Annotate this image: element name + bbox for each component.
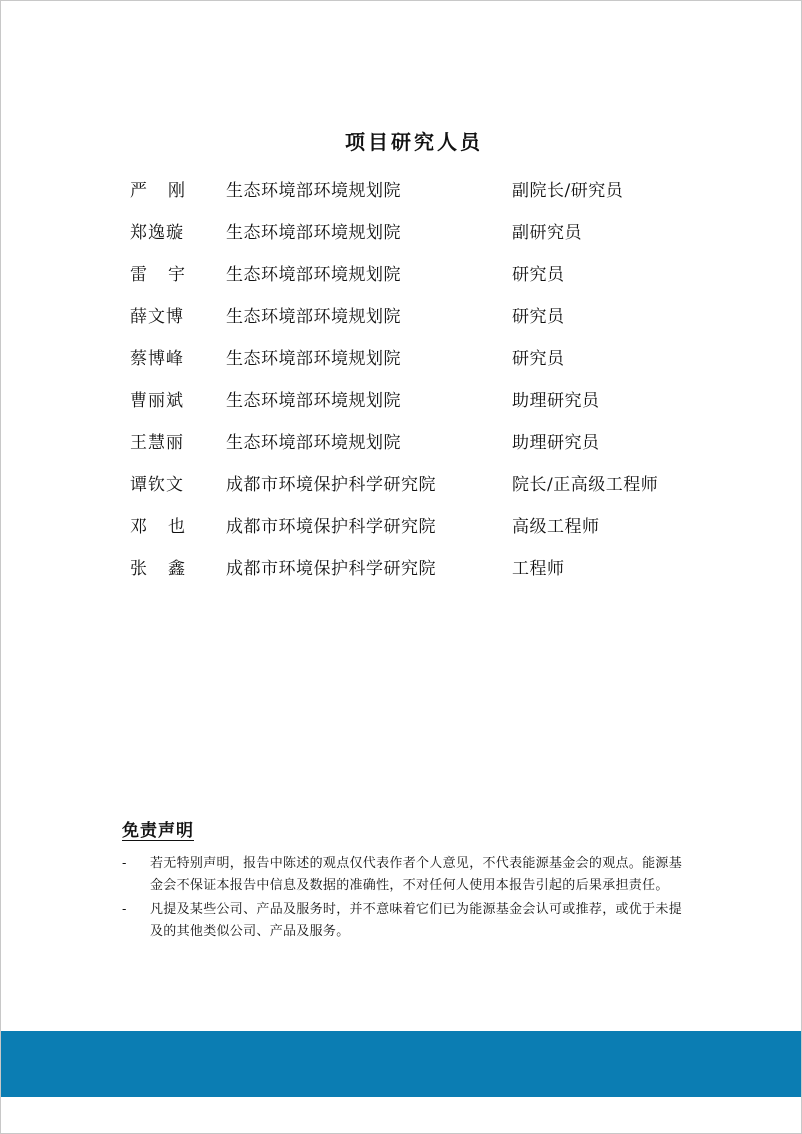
staff-organization: 生态环境部环境规划院 (226, 391, 401, 411)
staff-row (130, 473, 730, 515)
staff-name: 曹丽斌 (130, 391, 184, 411)
page-title: 项目研究人员 (345, 130, 483, 154)
disclaimer-item (122, 899, 692, 943)
staff-role: 研究员 (512, 307, 565, 327)
staff-row (130, 515, 730, 557)
staff-organization: 生态环境部环境规划院 (226, 349, 401, 369)
staff-name: 薛文博 (130, 307, 184, 327)
staff-name: 严刚 (130, 181, 206, 201)
staff-organization: 成都市环境保护科学研究院 (226, 517, 436, 537)
staff-role: 高级工程师 (512, 517, 600, 537)
staff-role: 助理研究员 (512, 433, 600, 453)
staff-role: 研究员 (512, 349, 565, 369)
staff-role: 副研究员 (512, 223, 582, 243)
staff-organization: 生态环境部环境规划院 (226, 181, 401, 201)
staff-row (130, 179, 730, 221)
staff-row (130, 221, 730, 263)
staff-row (130, 263, 730, 305)
staff-name: 张鑫 (130, 559, 206, 579)
disclaimer-heading: 免责声明 (122, 821, 194, 841)
staff-role: 工程师 (512, 559, 565, 579)
staff-role: 研究员 (512, 265, 565, 285)
staff-name: 谭钦文 (130, 475, 184, 495)
staff-role: 助理研究员 (512, 391, 600, 411)
staff-organization: 成都市环境保护科学研究院 (226, 559, 436, 579)
staff-organization: 成都市环境保护科学研究院 (226, 475, 436, 495)
bullet-dash: - (122, 902, 127, 917)
disclaimer-item (122, 853, 692, 897)
staff-organization: 生态环境部环境规划院 (226, 307, 401, 327)
staff-row (130, 305, 730, 347)
staff-name: 邓也 (130, 517, 206, 537)
staff-name: 郑逸璇 (130, 223, 184, 243)
disclaimer-text: 若无特别声明，报告中陈述的观点仅代表作者个人意见，不代表能源基金会的观点。能源基金会不保证本报告中信息及数据的准确性，不对任何人使用本报告引起的后果承担责任。 (150, 856, 683, 893)
staff-organization: 生态环境部环境规划院 (226, 433, 401, 453)
staff-row (130, 347, 730, 389)
staff-list (130, 179, 730, 599)
staff-role: 院长/正高级工程师 (512, 475, 659, 495)
staff-name: 王慧丽 (130, 433, 184, 453)
footer-color-band (1, 1031, 801, 1097)
staff-name: 雷宇 (130, 265, 206, 285)
disclaimer-section (122, 816, 692, 945)
disclaimer-text: 凡提及某些公司、产品及服务时，并不意味着它们已为能源基金会认可或推荐，或优于未提及的其他类似公司、产品及服务。 (150, 902, 683, 939)
staff-organization: 生态环境部环境规划院 (226, 223, 401, 243)
staff-row (130, 431, 730, 473)
staff-name: 蔡博峰 (130, 349, 184, 369)
staff-organization: 生态环境部环境规划院 (226, 265, 401, 285)
staff-role: 副院长/研究员 (512, 181, 624, 201)
staff-row (130, 389, 730, 431)
staff-row (130, 557, 730, 599)
bullet-dash: - (122, 856, 127, 871)
